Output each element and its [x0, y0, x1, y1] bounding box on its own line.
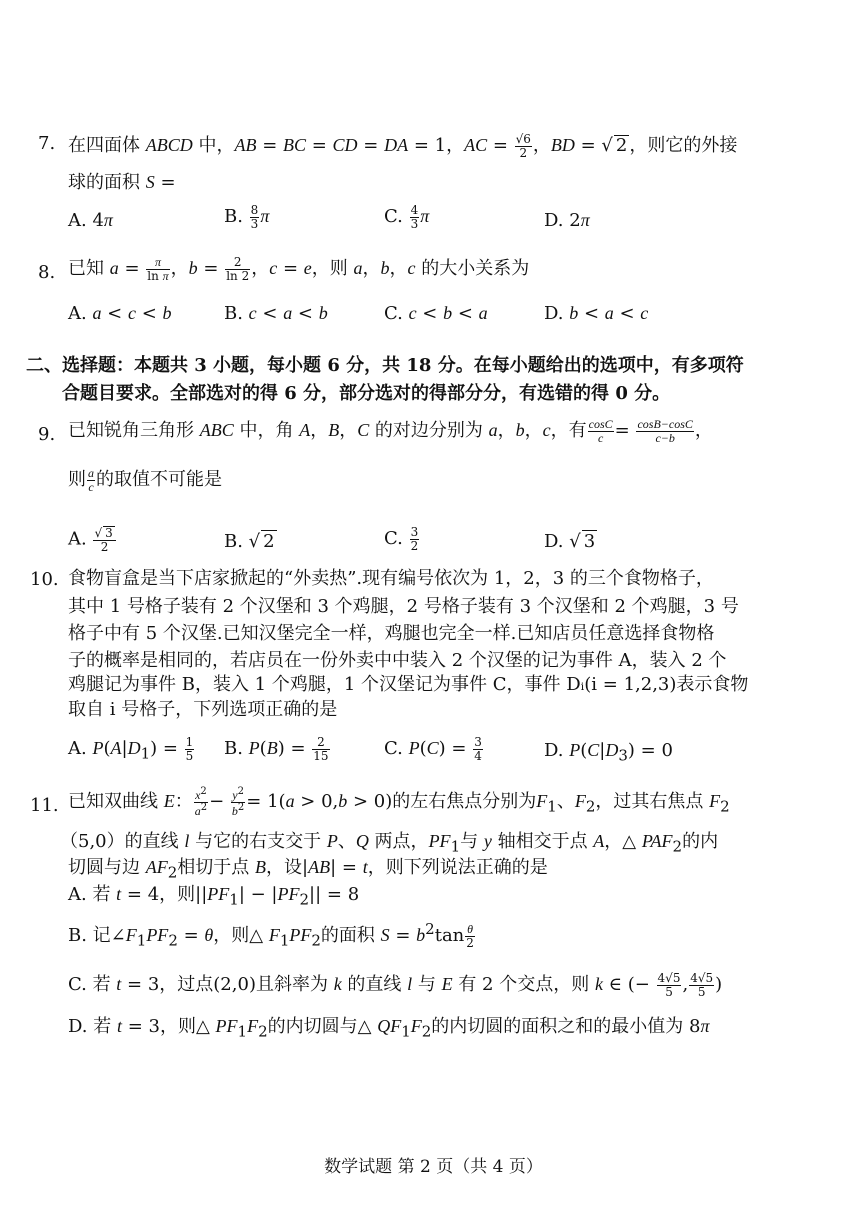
- q10-line: 子的概率是相同的，若店员在一份外卖中中装入 2 个汉堡的记为事件 A，装入 2 个: [68, 650, 727, 671]
- q7-option-a: A. 4π: [68, 210, 113, 231]
- page-footer: 数学试题 第 2 页（共 4 页）: [324, 1157, 543, 1177]
- q11-option-d: D. 若 t = 3，则△ $PF_1F_2$的内切圆与△ $QF_1F_2$的内切圆的面积之和的最小值为 8π: [68, 1016, 710, 1041]
- q10-option-b: B. P(B) = $\frac{2}{15}$: [224, 735, 329, 763]
- q7-line1: 在四面体 ABCD 中，AB = BC = CD = DA = 1，AC = $\frac{√6}{2}$ ，BD = √ 2 ，则它的外接: [68, 132, 738, 160]
- q7-option-d: D. 2π: [544, 210, 590, 231]
- q10-line: 其中 1 号格子装有 2 个汉堡和 3 个鸡腿，2 号格子装有 3 个汉堡和 2 个鸡腿，3 号: [68, 596, 739, 617]
- q8-option-d: D. b < a < c: [544, 303, 649, 324]
- q10-option-a: A. $P(A|D_1)$ = $\frac{1}{5}$: [68, 735, 194, 763]
- q7-option-b: B. $\frac{8}{3}$ π: [224, 203, 270, 231]
- q9-option-c: C. $\frac{3}{2}$: [384, 525, 419, 553]
- q9-line2: 则 $\frac{a}{c}$ 的取值不可能是: [68, 466, 222, 494]
- q11-line3: 切圆与边 $AF_2$相切于点 B，设|AB| = t，则下列说法正确的是: [68, 857, 548, 882]
- q8-option-b: B. c < a < b: [224, 303, 328, 324]
- q8-option-c: C. c < b < a: [384, 303, 488, 324]
- q10-option-d: D. $P(C|D_3) = 0$: [544, 740, 673, 765]
- q8-line1: 已知 a = $\frac{\pi}{\text{ln π}}$ ，b = $\frac{2}{\ln 2}$ ，c = e，则 a，b，c 的大小关系为: [68, 255, 530, 283]
- q7-line2: 球的面积 S =: [68, 172, 176, 193]
- q11-option-b: B. 记$\angle F_1PF_2 = \theta$，则△ $F_1PF_2$的面积 $S = b^2\tan$ $\frac{\theta}{2}$: [68, 920, 474, 950]
- q11-option-c: C. 若 t = 3，过点(2,0)且斜率为 k 的直线 l 与 E 有 2 个交点，则 k ∈ (− $\frac{4√5}{5}$ , $\frac{4√5}{5}$ ): [68, 971, 723, 999]
- q10-option-c: C. P(C) = $\frac{3}{4}$: [384, 735, 482, 763]
- q11-number: 11.: [30, 795, 59, 816]
- q9-option-b: B. √ 2: [224, 531, 275, 552]
- q8-option-a: A. a < c < b: [68, 303, 172, 324]
- q9-line1: 已知锐角三角形 ABC 中，角 A，B，C 的对边分别为 a，b，c，有 $\frac{\cos C}{c}$ = $\frac{\cos B-\cos C}{c-b}$ ，: [68, 417, 713, 445]
- section2-heading: 二、选择题：本题共 3 小题，每小题 6 分，共 18 分。在每小题给出的选项中，有多项符: [26, 355, 744, 376]
- q10-number: 10.: [30, 569, 59, 590]
- q9-option-a: A. $\frac{√ 3}{2}$: [68, 526, 117, 553]
- q10-line: 食物盲盒是当下店家掀起的“外卖热”.现有编号依次为 1，2，3 的三个食物格子，: [68, 568, 714, 589]
- q7-number: 7.: [38, 133, 56, 154]
- section2-line2: 合题目要求。全部选对的得 6 分，部分选对的得部分分，有选错的得 0 分。: [62, 383, 671, 404]
- q10-line: 格子中有 5 个汉堡.已知汉堡完全一样，鸡腿也完全一样.已知店员任意选择食物格: [68, 623, 715, 644]
- q7-option-c: C. $\frac{4}{3}$ π: [384, 203, 430, 231]
- q10-line: 鸡腿记为事件 B，装入 1 个鸡腿，1 个汉堡记为事件 C，事件 Dᵢ(i = 1,2,3)表示食物: [68, 674, 749, 695]
- q9-option-d: D. √ 3: [544, 531, 596, 552]
- q9-number: 9.: [38, 424, 56, 445]
- q11-option-a: A. 若 t = 4，则$||PF_1| - |PF_2|| = 8$: [68, 884, 360, 909]
- q11-line2: （5,0）的直线 l 与它的右支交于 P、Q 两点，$PF_1$与 y 轴相交于点 A，△ $PAF_2$的内: [60, 831, 719, 856]
- q8-number: 8.: [38, 262, 56, 283]
- q10-line: 取自 i 号格子，下列选项正确的是: [68, 699, 338, 720]
- q11-line1: 已知双曲线 E： $\frac{x^2}{a^2}$ − $\frac{y^2}{b^2}$ = 1(a > 0,b > 0)的左右焦点分别为$F_1$、$F_2$，过其右焦点 $F_2$: [68, 786, 730, 818]
